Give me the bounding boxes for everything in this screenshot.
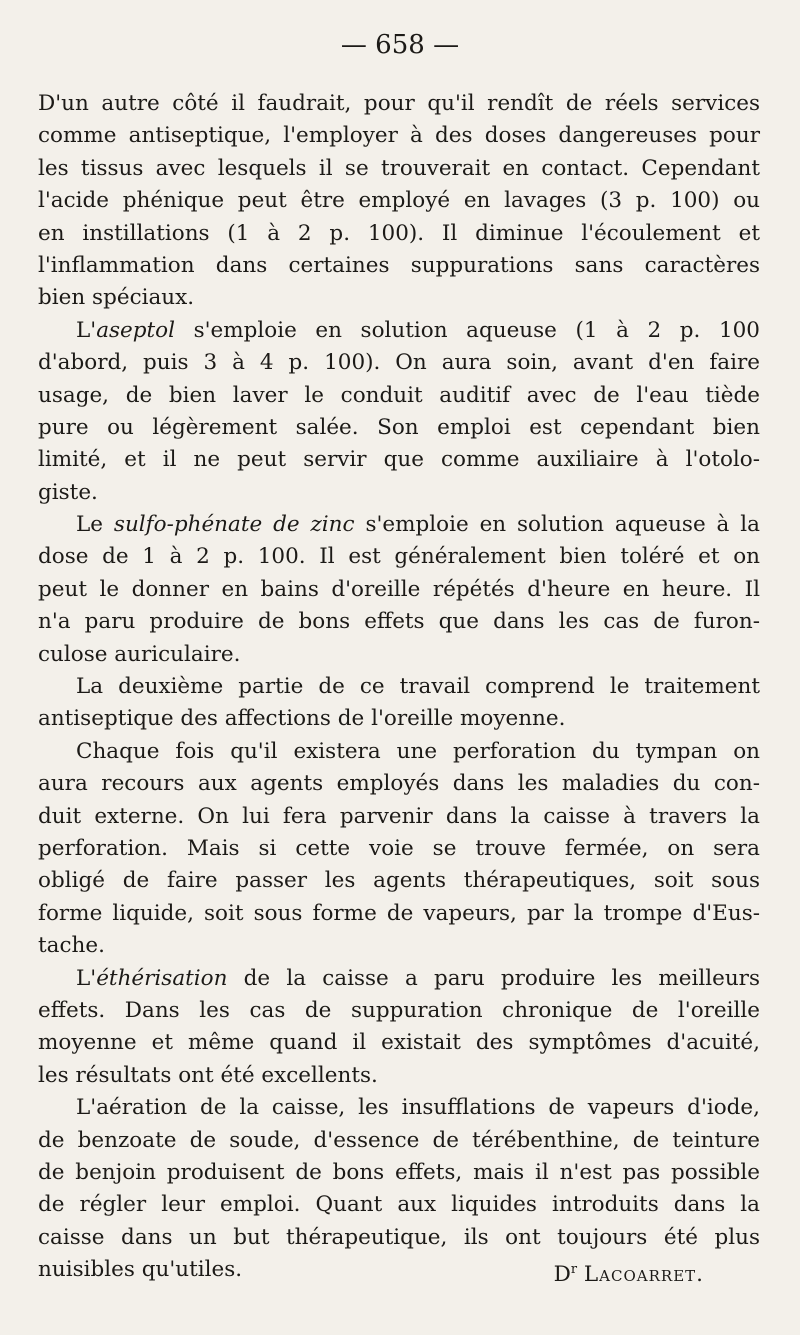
text-line: effets. Dans les cas de suppuration chronique de l'oreille <box>38 997 760 1023</box>
text-line: L'aération de la caisse, les insufflations de vapeurs d'iode, <box>76 1095 760 1121</box>
text-line: D'un autre côté il faudrait, pour qu'il rendît de réels services <box>38 91 760 116</box>
sulfo-prefix: Le <box>76 512 104 538</box>
signature-title: D <box>553 1262 571 1288</box>
text-line: perforation. Mais si cette voie se trouve fermée, on sera <box>38 835 760 861</box>
sulfo-term: sulfo-phénate de zinc <box>113 512 355 538</box>
aseptol-prefix: L' <box>76 317 97 343</box>
text-line: l'inflammation dans certaines suppurations sans caractères <box>38 252 760 278</box>
text-line: Chaque fois qu'il existera une perforation du tympan on <box>76 738 760 764</box>
text-line: moyenne et même quand il existait des symptômes d'acuité, <box>38 1030 760 1056</box>
text-line: tache. <box>38 933 105 959</box>
text-line: comme antiseptique, l'employer à des doses dangereuses pour <box>38 123 760 149</box>
text-line: les résultats ont été excellents. <box>38 1062 378 1088</box>
text-line: en instillations (1 à 2 p. 100). Il diminue l'écoulement et <box>38 220 760 246</box>
text-line: dose de 1 à 2 p. 100. Il est généralement bien toléré et on <box>38 544 760 570</box>
closing-line <box>38 1254 760 1286</box>
text-line: caisse dans un but thérapeutique, ils ont toujours été plus <box>38 1224 760 1250</box>
signature-title-sup: r <box>570 1262 578 1278</box>
text-line: limité, et il ne peut servir que comme auxiliaire à l'otolo- <box>38 447 760 473</box>
text-line-sulfo <box>38 509 760 541</box>
text-line: de benzoate de soude, d'essence de térébenthine, de teinture <box>38 1127 760 1153</box>
text-line-rest: s'emploie en solution aqueuse (1 à 2 p. 100 <box>193 317 760 343</box>
ether-term: éthérisation <box>96 965 228 991</box>
text-line-rest: de la caisse a paru produire les meilleurs <box>243 965 760 991</box>
text-line-aseptol <box>38 315 760 347</box>
text-line: l'acide phénique peut être employé en lavages (3 p. 100) ou <box>38 188 760 214</box>
text-line: giste. <box>38 479 98 505</box>
text-line: aura recours aux agents employés dans les maladies du con- <box>38 771 760 797</box>
text-line: La deuxième partie de ce travail comprend le traitement <box>76 674 760 700</box>
text-line: de régler leur emploi. Quant aux liquides introduits dans la <box>38 1192 760 1218</box>
text-line: n'a paru produire de bons effets que dans les cas de furon- <box>38 609 760 635</box>
text-line: d'abord, puis 3 à 4 p. 100). On aura soin, avant d'en faire <box>38 350 760 376</box>
text-line-ether <box>38 963 760 995</box>
text-line: forme liquide, soit sous forme de vapeurs, par la trompe d'Eus- <box>38 900 760 926</box>
aseptol-term: aseptol <box>96 317 176 343</box>
text-line: obligé de faire passer les agents thérapeutiques, soit sous <box>38 868 760 894</box>
page-number: — 658 — <box>340 30 460 60</box>
text-line-rest: s'emploie en solution aqueuse à la <box>365 512 760 538</box>
text-line: nuisibles qu'utiles. <box>38 1257 243 1283</box>
text-line: usage, de bien laver le conduit auditif avec de l'eau tiède <box>38 382 760 408</box>
text-line: de benjoin produisent de bons effets, mais il n'est pas possible <box>38 1159 760 1185</box>
text-line: pure ou légèrement salée. Son emploi est cependant bien <box>38 414 760 440</box>
signature <box>554 1254 760 1286</box>
body-text <box>38 88 760 1286</box>
text-line: peut le donner en bains d'oreille répétés d'heure en heure. Il <box>38 576 760 602</box>
signature-name: Lacoarret. <box>583 1262 704 1288</box>
text-line: bien spéciaux. <box>38 285 195 311</box>
text-line: les tissus avec lesquels il se trouverait en contact. Cependant <box>38 155 760 181</box>
text-line: duit externe. On lui fera parvenir dans la caisse à travers la <box>38 803 760 829</box>
text-line: antiseptique des affections de l'oreille moyenne. <box>38 706 566 732</box>
ether-prefix: L' <box>76 965 97 991</box>
text-line: culose auriculaire. <box>38 641 241 667</box>
